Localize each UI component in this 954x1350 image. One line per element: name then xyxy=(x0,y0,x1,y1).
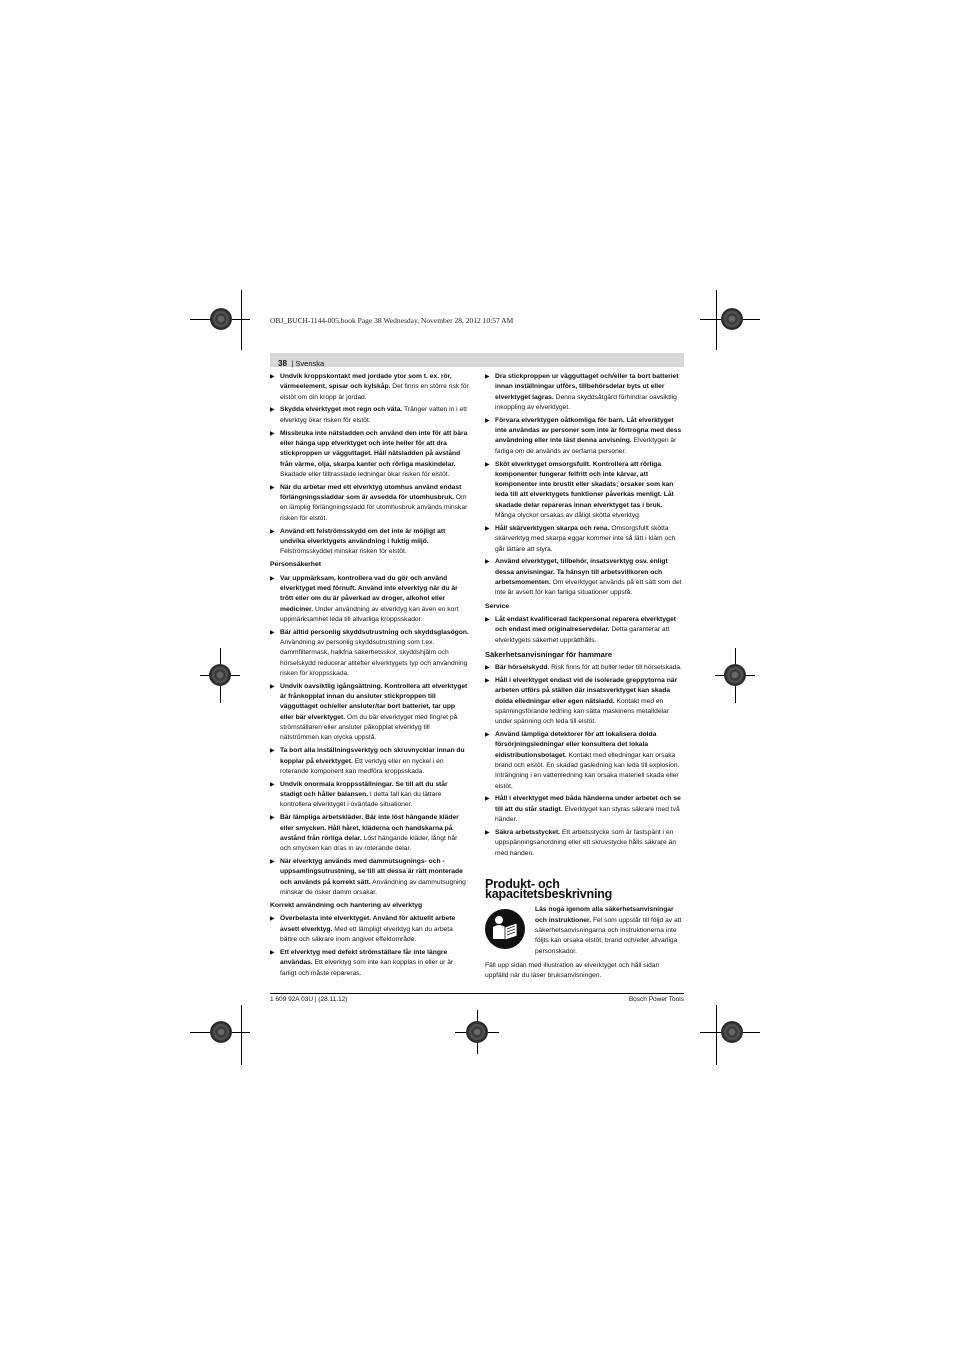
page-language: | Svenska xyxy=(291,359,325,368)
bullet-arrow-icon: ▶ xyxy=(485,559,490,566)
list-item xyxy=(485,730,684,792)
item-bold: När elverktyg används med dammutsugnings- och -uppsamlingsutrustning, se till att dessa är rätt monterade och används på korrekt sätt. xyxy=(280,858,463,886)
item-text: Elverktygen är farliga om de används av oerfarna personer. xyxy=(495,437,677,455)
bullet-arrow-icon: ▶ xyxy=(270,815,275,822)
item-bold: Använd ett felströmsskydd om det inte är möjligt att undvika elverktygets användning i fuktig miljö. xyxy=(280,527,446,545)
list-item xyxy=(485,416,684,457)
page-footer xyxy=(270,993,684,1003)
item-text: Användning av personlig skyddsutrustning som t.ex. dammfiltermask, halkfria säkerhetsskor, skyddshjälm och hörselskydd reducerar alltefter elverktygets typ och användning risken för kroppsskada. xyxy=(280,639,468,677)
item-bold: Håll i elverktyget endast vid de isolerade greppytorna när arbeten utförs på ställen där insatsverktyget kan skada dolda elledningar eller egen nätsladd. xyxy=(495,676,678,705)
bullet-arrow-icon: ▶ xyxy=(485,677,490,684)
item-text: Ett arbetsstycke som är fastspänt i en uppspänningsanordning eller ett skruvstycke hålls säkrare än med handen. xyxy=(495,828,677,857)
registration-mark-icon xyxy=(466,1021,488,1043)
list-item xyxy=(485,372,684,413)
bullet-arrow-icon: ▶ xyxy=(270,916,275,923)
list-item xyxy=(485,794,684,825)
item-bold: Sköt elverktyget omsorgsfullt. Kontrollera att rörliga komponenter fungerar felfritt och inte kärvar, att komponenter inte brustit eller skadats; orsaker som kan leda till att elverktygets funktioner påverkas menligt. Låt skadade delar repareras innan elverktyget tas i bruk. xyxy=(495,460,674,509)
section-heading: Personsäkerhet xyxy=(270,561,322,569)
bullet-arrow-icon: ▶ xyxy=(270,374,275,380)
list-item xyxy=(270,527,469,558)
right-items-c xyxy=(485,663,684,859)
list-item xyxy=(485,828,684,859)
bullet-arrow-icon: ▶ xyxy=(485,616,490,623)
item-text: Skadade eller tilltrasslade ledningar ökar risken för elstöt. xyxy=(280,470,450,478)
item-text: Användning av dammutsugning minskar de risker damm orsakar. xyxy=(280,878,466,896)
product-heading: Produkt- och kapacitetsbeskrivning xyxy=(485,876,613,902)
item-bold: När du arbetar med ett elverktyg utomhus använd endast förlängningssladdar som är avsedda för utomhusbruk. xyxy=(280,483,462,502)
left-column xyxy=(270,372,469,981)
section-heading: Korrekt användning och hantering av elverktyg xyxy=(270,902,423,910)
item-text: Om en lämplig förlängningssladd för utomhusbruk används minskar risken för elstöt. xyxy=(280,494,468,522)
read-manual-icon xyxy=(485,909,525,949)
list-item xyxy=(270,746,469,777)
item-bold: Förvara elverktygen oåtkomliga för barn. Låt elverktyget inte användas av personer som inte är förtrogna med dess användning eller inte läst denna anvisning. xyxy=(495,416,682,445)
list-item xyxy=(270,682,469,744)
item-bold: Ett elverktyg med defekt strömställare får inte längre användas. xyxy=(280,948,448,967)
item-bold: Låt endast kvalificerad fackpersonal reparera elverktyget och endast med originalreservdelar. xyxy=(495,615,677,634)
item-text: Felströmsskyddet minskar risken för elstöt. xyxy=(280,548,407,556)
item-bold: Ta bort alla inställningsverktyg och skruvnycklar innan du kopplar på elverktyget. xyxy=(280,747,465,765)
item-text: Om du bär elverktyget med fingret på strömställaren eller ansluter påkopplat elverktyg till nätströmmen kan olycka uppstå. xyxy=(280,713,458,742)
bullet-arrow-icon: ▶ xyxy=(270,781,275,788)
list-item xyxy=(270,813,469,854)
bullet-arrow-icon: ▶ xyxy=(270,629,275,636)
bullet-arrow-icon: ▶ xyxy=(270,859,275,865)
section-heading: Service xyxy=(485,602,510,610)
safety-note xyxy=(485,905,684,956)
bullet-arrow-icon: ▶ xyxy=(485,796,490,803)
list-item xyxy=(485,615,684,646)
item-bold: Bär hörselskydd. xyxy=(495,664,550,672)
right-items-b xyxy=(485,615,684,646)
registration-mark-icon xyxy=(724,664,746,686)
item-bold: Bär lämpliga arbetskläder. Bär inte löst hängande kläder eller smycken. Håll håret, kläderna och handskarna på avstånd från rörliga delar. xyxy=(280,814,459,842)
list-item xyxy=(270,628,469,679)
left-items-b xyxy=(270,574,469,898)
list-item xyxy=(270,914,469,945)
item-text: Om elverktyget används på ett sätt som det inte är avsett för kan farliga situationer uppstå. xyxy=(495,579,682,597)
list-item xyxy=(485,524,684,555)
bullet-arrow-icon: ▶ xyxy=(485,461,490,468)
list-item xyxy=(270,948,469,979)
item-text: Detta garanterar att elverktygets säkerhet upprätthålls. xyxy=(495,626,670,644)
right-items-a xyxy=(485,372,684,599)
item-bold: Håll i elverktyget med båda händerna under arbetet och se till att du står stadigt. xyxy=(495,795,681,813)
registration-mark-icon xyxy=(721,308,743,330)
list-item xyxy=(270,429,469,480)
item-bold: Dra stickproppen ur vägguttaget och/eller ta bort batteriet innan inställningar utförs, tillbehörsdelar byts ut eller elverktyget lagras. xyxy=(495,373,679,401)
item-bold: Undvik kroppskontakt med jordade ytor som t. ex. rör, värmeelement, spisar och kylskåp. xyxy=(280,373,452,391)
left-items-a xyxy=(270,372,469,557)
bullet-arrow-icon: ▶ xyxy=(270,430,275,437)
item-text: Kontakt med elledningar kan orsaka brand och elstöt. En skadad gasledning kan leda till explosion. Inträngning i en vattenledning kan orsaka materiell skada eller elstöt. xyxy=(495,751,680,790)
item-bold: Håll skärverktygen skarpa och rena. xyxy=(495,524,610,532)
bullet-arrow-icon: ▶ xyxy=(485,417,490,424)
registration-mark-icon xyxy=(210,308,232,330)
item-text: Det finns en större risk för elstöt om din kropp är jordad. xyxy=(280,383,469,401)
left-items-c xyxy=(270,914,469,978)
item-text: Risk finns för att buller leder till hörselskada. xyxy=(549,664,682,672)
page-header-bar xyxy=(270,353,684,367)
footer-code: 1 609 92A 03U | (28.11.12) xyxy=(270,996,348,1003)
list-item xyxy=(485,663,684,673)
bullet-arrow-icon: ▶ xyxy=(485,525,490,532)
item-bold: Undvik onormala kroppsställningar. Se till att du står stadigt och håller balansen. xyxy=(280,780,448,799)
list-item xyxy=(270,483,469,524)
list-item xyxy=(485,460,684,522)
item-text: Denna skyddsåtgärd förhindrar oavsiktlig inkoppling av elverktyget. xyxy=(495,393,677,411)
item-bold: Använd lämpliga detektorer för att lokalisera dolda försörjningsledningar eller konsultera det lokala eldistributionsbolaget. xyxy=(495,731,657,759)
bullet-arrow-icon: ▶ xyxy=(270,748,275,755)
list-item xyxy=(485,676,684,727)
list-item xyxy=(270,780,469,811)
bullet-arrow-icon: ▶ xyxy=(270,575,275,582)
item-text: Ett elverktyg som inte kan kopplas in eller ur är farligt och måste repareras. xyxy=(280,959,454,977)
bullet-arrow-icon: ▶ xyxy=(270,484,275,491)
item-text: Elverktyget kan styras säkrare med två händer. xyxy=(495,805,680,824)
item-text: Omsorgsfullt skötta skärverktyg med skarpa eggar kommer inte så lätt i kläm och går lättare att styra. xyxy=(495,524,676,553)
bullet-arrow-icon: ▶ xyxy=(485,374,490,380)
item-bold: Var uppmärksam, kontrollera vad du gör och använd elverktyget med förnuft. Använd inte elverktyg när du är trött eller om du är påverkad av droger, alkohol eller mediciner. xyxy=(280,574,458,613)
print-header: OBJ_BUCH-1144-005.book Page 38 Wednesday, November 28, 2012 10:57 AM xyxy=(270,316,514,325)
item-text: Ett verktyg eller en nyckel i en roterande komponent kan medföra kroppsskada. xyxy=(280,757,444,775)
right-column xyxy=(485,372,684,981)
item-text: Många olyckor orsakas av dåligt skötta elverktyg. xyxy=(495,512,641,520)
note-bold: Läs noga igenom alla säkerhetsanvisningar och instruktioner. xyxy=(535,906,674,924)
item-text: Kontakt med en spänningsförande ledning kan sätta maskinens metalldelar under spänning och leda till elstöt. xyxy=(495,697,669,726)
item-bold: Missbruka inte nätsladden och använd den inte för att bära eller hänga upp elverktyget och inte heller för att dra stickproppen ur vägguttaget. Håll nätsladden på avstånd från värme, olja, skarpa kanter och rörliga maskindelar. xyxy=(280,429,468,468)
footer-brand: Bosch Power Tools xyxy=(628,996,684,1003)
closing-paragraph: Fäll upp sidan med illustration av elverktyget och håll sidan uppfälld när du läser bruksanvisningen. xyxy=(485,961,660,980)
bullet-arrow-icon: ▶ xyxy=(485,665,490,672)
item-text: Med ett lämpligt elverktyg kan du arbeta bättre och säkrare inom angivet effektområde. xyxy=(280,925,453,944)
item-text: Löst hängande kläder, långt hår och smycken kan dras in av roterande delar. xyxy=(280,834,458,853)
item-bold: Skydda elverktyget mot regn och väta. xyxy=(280,406,403,414)
note-text: Fel som uppstår till följd av att säkerhetsanvisningarna och instruktionerna inte följts kan orsaka elstöt, brand och/eller allvarliga personskador. xyxy=(535,916,682,955)
list-item xyxy=(270,405,469,426)
registration-mark-icon xyxy=(721,1021,743,1043)
item-bold: Överbelasta inte elverktyget. Använd för aktuellt arbete avsett elverktyg. xyxy=(280,915,456,933)
bullet-arrow-icon: ▶ xyxy=(270,407,275,414)
registration-mark-icon xyxy=(210,1021,232,1043)
list-item xyxy=(270,574,469,625)
list-item xyxy=(270,372,469,403)
list-item xyxy=(485,557,684,598)
item-bold: Använd elverktyget, tillbehör, insatsverktyg osv. enligt dessa anvisningar. Ta hänsyn till arbetsvillkoren och arbetsmomenten. xyxy=(495,558,668,587)
registration-mark-icon xyxy=(209,664,231,686)
bullet-arrow-icon: ▶ xyxy=(270,683,275,690)
item-text: I detta fall kan du lättare kontrollera elverktyget i oväntade situationer. xyxy=(280,791,442,809)
bullet-arrow-icon: ▶ xyxy=(485,829,490,836)
bullet-arrow-icon: ▶ xyxy=(270,528,275,535)
item-bold: Säkra arbetsstycket. xyxy=(495,828,561,836)
page-number: 38 xyxy=(278,359,287,368)
bullet-arrow-icon: ▶ xyxy=(485,732,490,739)
bullet-arrow-icon: ▶ xyxy=(270,949,275,956)
item-bold: Undvik oavsiktlig igångsättning. Kontrollera att elverktyget är frånkopplat innan du ansluter stickproppen till vägguttaget och/eller ansluter/tar bort batteriet, tar upp eller bär elverktyget. xyxy=(280,682,468,721)
item-text: Under användning av elverktyg kan även en kort uppmärksamhet leda till allvarliga kroppsskador. xyxy=(280,605,459,623)
item-text: Tränger vatten in i ett elverktyg ökar risken för elstöt. xyxy=(280,406,467,424)
section-heading: Säkerhetsanvisningar för hammare xyxy=(485,649,613,659)
item-bold: Bär alltid personlig skyddsutrustning och skyddsglasögon. xyxy=(280,628,469,636)
list-item xyxy=(270,857,469,898)
